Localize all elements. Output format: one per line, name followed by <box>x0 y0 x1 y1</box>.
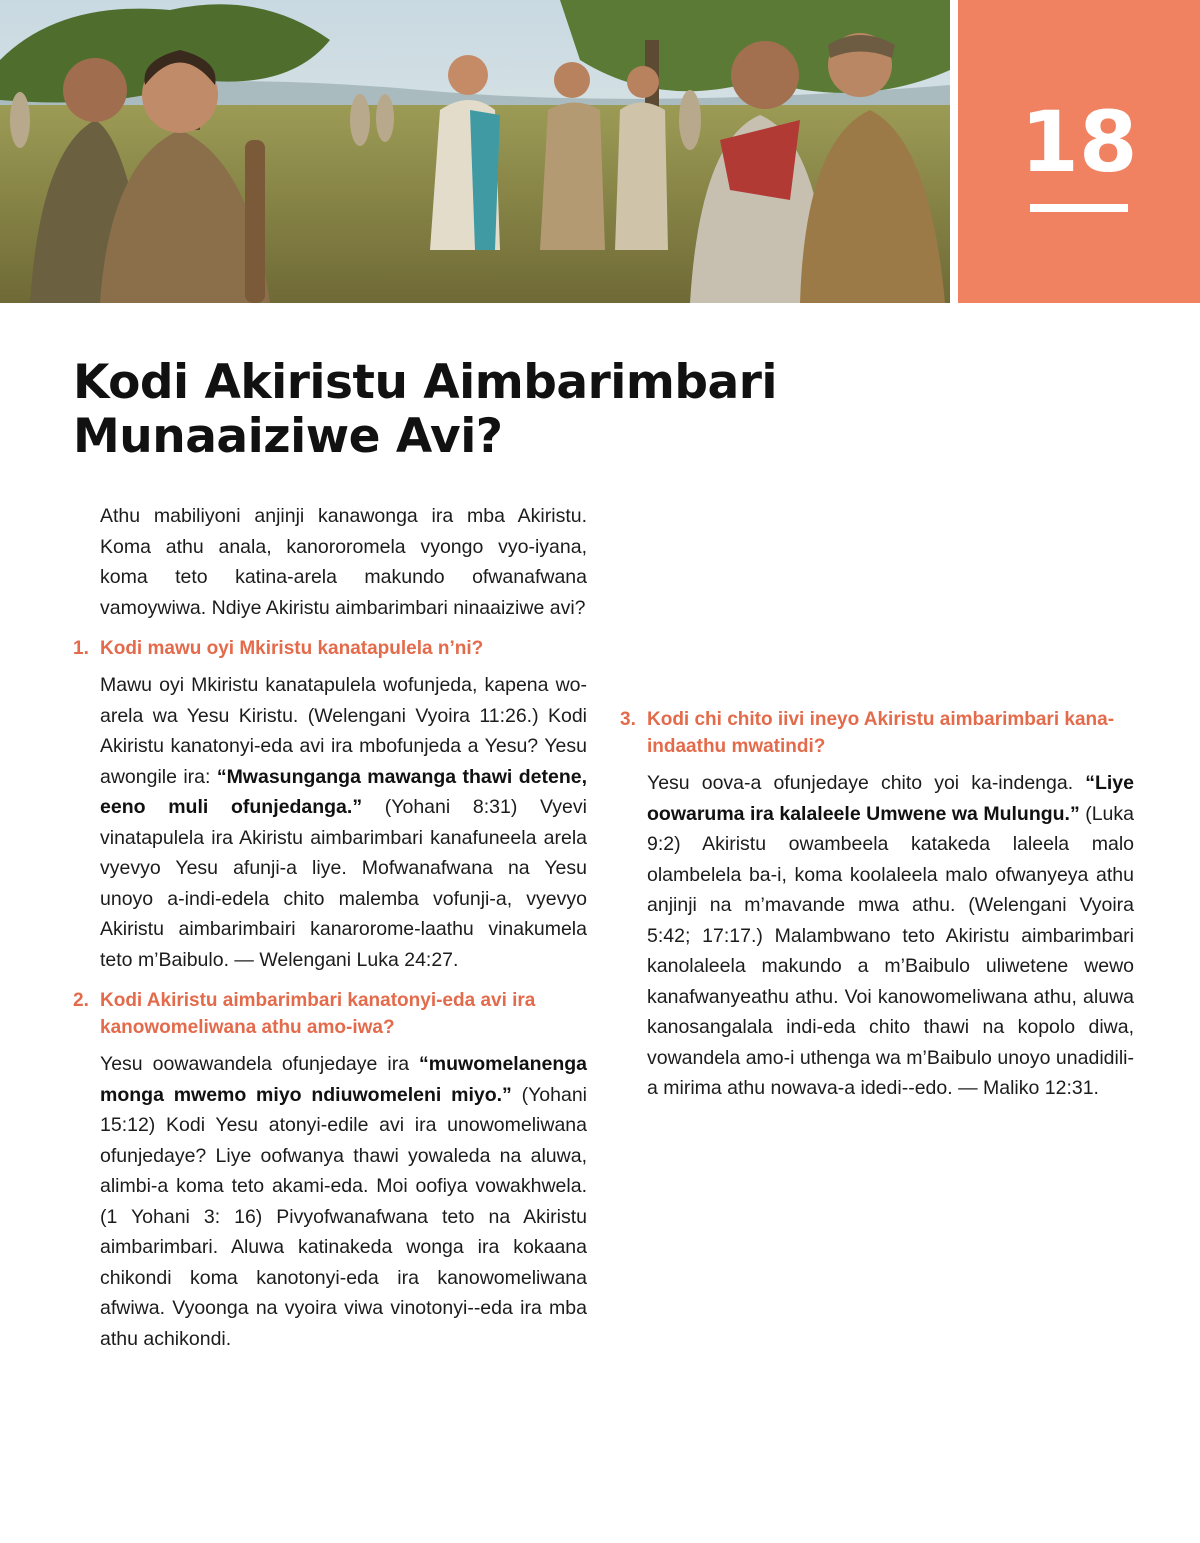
section-3-text-a: Yesu oova-a ofunjedaye chito yoi ka-indenga. <box>647 772 1086 794</box>
lesson-number: 18 <box>1020 93 1138 191</box>
section-2-heading <box>73 987 587 1041</box>
section-1-heading <box>73 635 587 662</box>
lesson-number-tab <box>958 0 1200 303</box>
section-1-heading-text: Kodi mawu oyi Mkiristu kanatapulela n’ni? <box>100 638 484 659</box>
page-title-line2: Munaaiziwe Avi? <box>73 409 503 464</box>
section-2-text-a: Yesu oowawandela ofunjedaye ira <box>100 1053 420 1075</box>
section-1-quote: “Mwasunganga mawanga thawi detene, eeno muli ofunjedanga.” <box>100 765 587 818</box>
lesson-number-underline <box>1030 204 1128 212</box>
section-2-heading-text: Kodi Akiristu aimbarimbari kanatonyi-eda avi ira kanowomeliwana athu amo-iwa? <box>100 990 536 1038</box>
right-column <box>620 501 1134 1104</box>
left-column <box>73 501 587 1354</box>
section-3-quote: “Liye oowaruma ira kalaleele Umwene wa Mulungu.” <box>647 772 1134 825</box>
page-title-line1: Kodi Akiristu Aimbarimbari <box>73 355 778 410</box>
section-1-body <box>73 670 587 975</box>
section-3-heading <box>620 706 1134 760</box>
section-3-body <box>620 768 1134 1104</box>
section-2-body <box>73 1049 587 1354</box>
section-1-text-b: (Yohani 8:31) Vyevi vinatapulela ira Akiristu aimbarimbari kanafuneela arela vyevyo Yesu afunji-a liye. Mofwanafwana na Yesu unoyo a-indi-edela chito malemba vofunji-a, vyevyo Akiristu aimbarimbairi kanarorome-laathu vinakumela teto m’Baibulo. — Welengani Luka 24:27. <box>100 796 587 971</box>
section-3-text-b: (Luka 9:2) Akiristu owambeela katakeda laleela malo olambelela ba-i, koma koolaleela malo ofwanyeya athu anjinji na m’mavande mwa athu. (Welengani Vyoira 5:42; 17:17.) Malambwano teto Akiristu aimbarimbari kanolaleela makundo a m’Baibulo uliwetene wewo kanafwanyeathu athu. Voi kanowomeliwana athu, aluwa kanosangalala indi-eda chito thawi na kopolo diwa, vowandela amo-i uthenga wa m’Baibulo unoyo unadidili-a mirima athu nowava-a idedi--edo. — Maliko 12:31. <box>647 802 1135 1099</box>
section-2-text-b: (Yohani 15:12) Kodi Yesu atonyi-edile avi ira unowomeliwana ofunjedaye? Liye oofwanya thawi yowaleda na aluwa, alimbi-a koma teto akami-eda. Moi oofiya vowakhwela. (1 Yohani 3: 16) Pivyofwanafwana teto na Akiristu aimbarimbari. Aluwa katinakeda wonga ira kokaana chikondi koma kanotonyi-eda ira kanowomeliwana afwiwa. Vyoonga na vyoira viwa vinotonyi--eda ira mba athu achikondi. <box>100 1083 588 1350</box>
page-title <box>73 356 873 464</box>
section-1-text-a: Mawu oyi Mkiristu kanatapulela wofunjeda, kapena wo-arela wa Yesu Kiristu. (Welengani Vyoira 11:26.) Kodi Akiristu kanatonyi-eda avi ira mbofunjeda a Yesu? Yesu awongile ira: <box>100 674 587 788</box>
intro-paragraph: Athu mabiliyoni anjinji kanawonga ira mba Akiristu. Koma athu anala, kanororomela vyongo vyo-iyana, koma teto katina-arela makundo ofwanafwana vamoywiwa. Ndiye Akiristu aimbarimbari ninaaiziwe avi? <box>100 505 587 619</box>
section-2-quote: “muwomelanenga monga mwemo miyo ndiuwomeleni miyo.” <box>100 1053 587 1106</box>
section-1-number: 1. <box>73 638 89 659</box>
section-3-number: 3. <box>620 709 636 730</box>
section-2-number: 2. <box>73 990 89 1011</box>
section-3-heading-text: Kodi chi chito iivi ineyo Akiristu aimbarimbari kana-indaathu mwatindi? <box>647 709 1115 757</box>
hero-illustration <box>0 0 950 303</box>
